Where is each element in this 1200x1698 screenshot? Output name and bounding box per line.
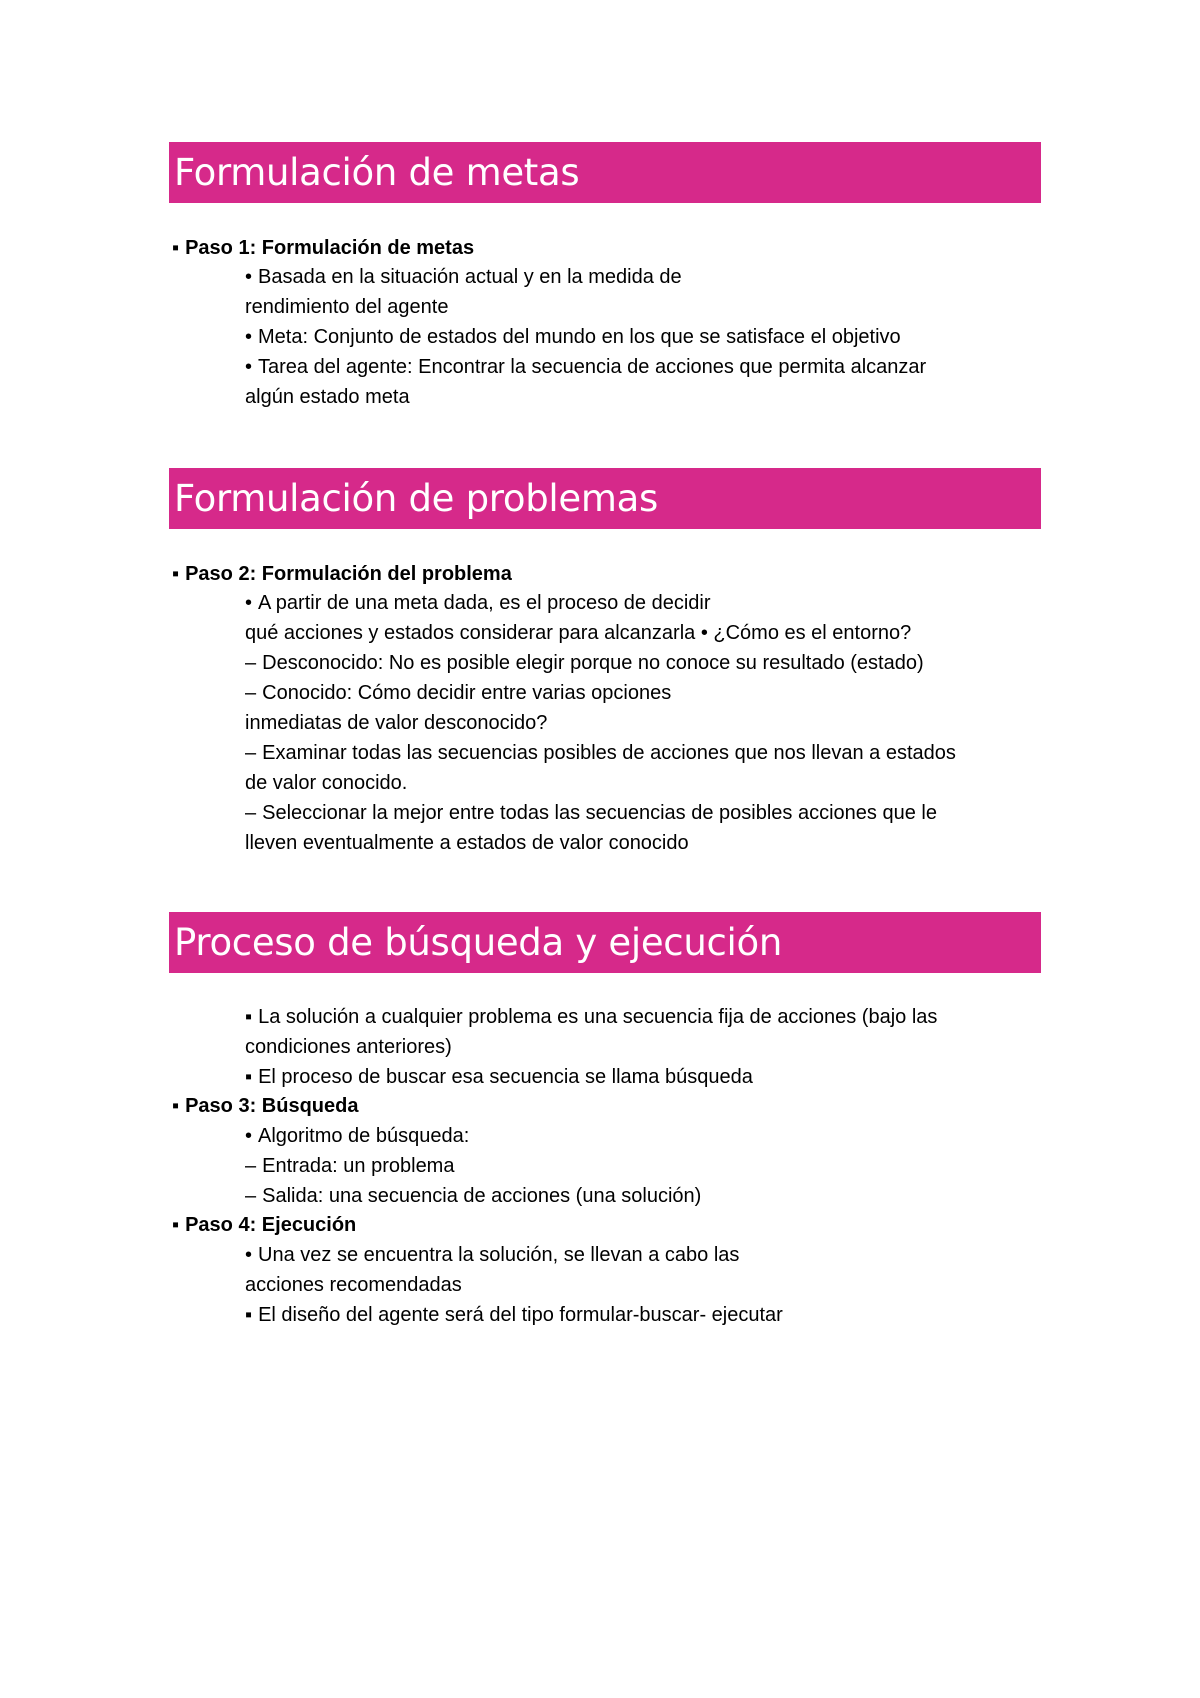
square-bullet-icon: ▪ [245,1066,253,1088]
list-item-text: A partir de una meta dada, es el proceso de decidir [258,592,711,614]
list-item-text: Paso 2: Formulación del problema [185,563,512,585]
list-item-text: lleven eventualmente a estados de valor conocido [245,832,689,854]
section-heading: Proceso de búsqueda y ejecución [174,921,782,964]
round-bullet-icon: • [245,1244,253,1266]
section-heading: Formulación de problemas [174,477,658,520]
list-item [172,561,512,587]
round-bullet-icon: • [245,1125,253,1147]
list-item-text: Salida: una secuencia de acciones (una solución) [262,1185,702,1207]
list-item [245,1004,937,1030]
list-item [245,650,924,676]
list-item-text: de valor conocido. [245,772,408,794]
list-item-continuation [245,1272,462,1298]
list-item-text: Una vez se encuentra la solución, se llevan a cabo las [258,1244,740,1266]
list-item-text: condiciones anteriores) [245,1036,452,1058]
list-item-continuation [245,770,407,796]
list-item [172,235,474,261]
square-bullet-icon: ▪ [172,1214,180,1236]
list-item-text: La solución a cualquier problema es una secuencia fija de acciones (bajo las [258,1006,938,1028]
list-item [245,1302,783,1328]
dash-bullet-icon: – [245,802,257,824]
list-item [245,354,926,380]
round-bullet-icon: • [245,356,253,378]
list-item-continuation [245,830,689,856]
list-item-text: Paso 3: Búsqueda [185,1095,359,1117]
section-heading-bar [169,142,1041,203]
list-item-text: Seleccionar la mejor entre todas las secuencias de posibles acciones que le [262,802,937,824]
list-item-text: Meta: Conjunto de estados del mundo en los que se satisface el objetivo [258,326,901,348]
list-item-text: El diseño del agente será del tipo formular-buscar- ejecutar [258,1304,783,1326]
list-item-text: rendimiento del agente [245,296,449,318]
list-item-text: Basada en la situación actual y en la medida de [258,266,682,288]
list-item-text: Desconocido: No es posible elegir porque no conoce su resultado (estado) [262,652,924,674]
list-item-text: Tarea del agente: Encontrar la secuencia de acciones que permita alcanzar [258,356,927,378]
section-heading-bar [169,912,1041,973]
list-item [245,680,671,706]
list-item [245,264,682,290]
round-bullet-icon: • [245,326,253,348]
list-item-text: Conocido: Cómo decidir entre varias opciones [262,682,672,704]
dash-bullet-icon: – [245,742,257,764]
list-item [172,1093,358,1119]
list-item-text: acciones recomendadas [245,1274,462,1296]
list-item-text: inmediatas de valor desconocido? [245,712,548,734]
list-item-text: Examinar todas las secuencias posibles de acciones que nos llevan a estados [262,742,956,764]
square-bullet-icon: ▪ [172,563,180,585]
list-item [245,740,956,766]
list-item [245,590,711,616]
dash-bullet-icon: – [245,652,257,674]
list-item [245,1183,701,1209]
round-bullet-icon: • [245,266,253,288]
list-item [245,1153,454,1179]
square-bullet-icon: ▪ [245,1006,253,1028]
list-item [245,1123,469,1149]
list-item [245,324,901,350]
list-item-continuation [245,294,448,320]
list-item-text: Algoritmo de búsqueda: [258,1125,470,1147]
dash-bullet-icon: – [245,682,257,704]
square-bullet-icon: ▪ [172,1095,180,1117]
square-bullet-icon: ▪ [245,1304,253,1326]
dash-bullet-icon: – [245,1155,257,1177]
list-item-continuation [245,620,911,646]
list-item-continuation [245,710,547,736]
dash-bullet-icon: – [245,1185,257,1207]
list-item [245,1064,753,1090]
list-item-continuation [245,1034,452,1060]
list-item-text: qué acciones y estados considerar para alcanzarla • ¿Cómo es el entorno? [245,622,912,644]
square-bullet-icon: ▪ [172,237,180,259]
list-item-text: Entrada: un problema [262,1155,455,1177]
list-item [245,1242,739,1268]
list-item-text: Paso 4: Ejecución [185,1214,357,1236]
section-heading: Formulación de metas [174,151,580,194]
section-heading-bar [169,468,1041,529]
list-item [245,800,937,826]
list-item [172,1212,356,1238]
list-item-text: Paso 1: Formulación de metas [185,237,475,259]
list-item-continuation [245,384,410,410]
list-item-text: El proceso de buscar esa secuencia se llama búsqueda [258,1066,753,1088]
round-bullet-icon: • [245,592,253,614]
list-item-text: algún estado meta [245,386,410,408]
